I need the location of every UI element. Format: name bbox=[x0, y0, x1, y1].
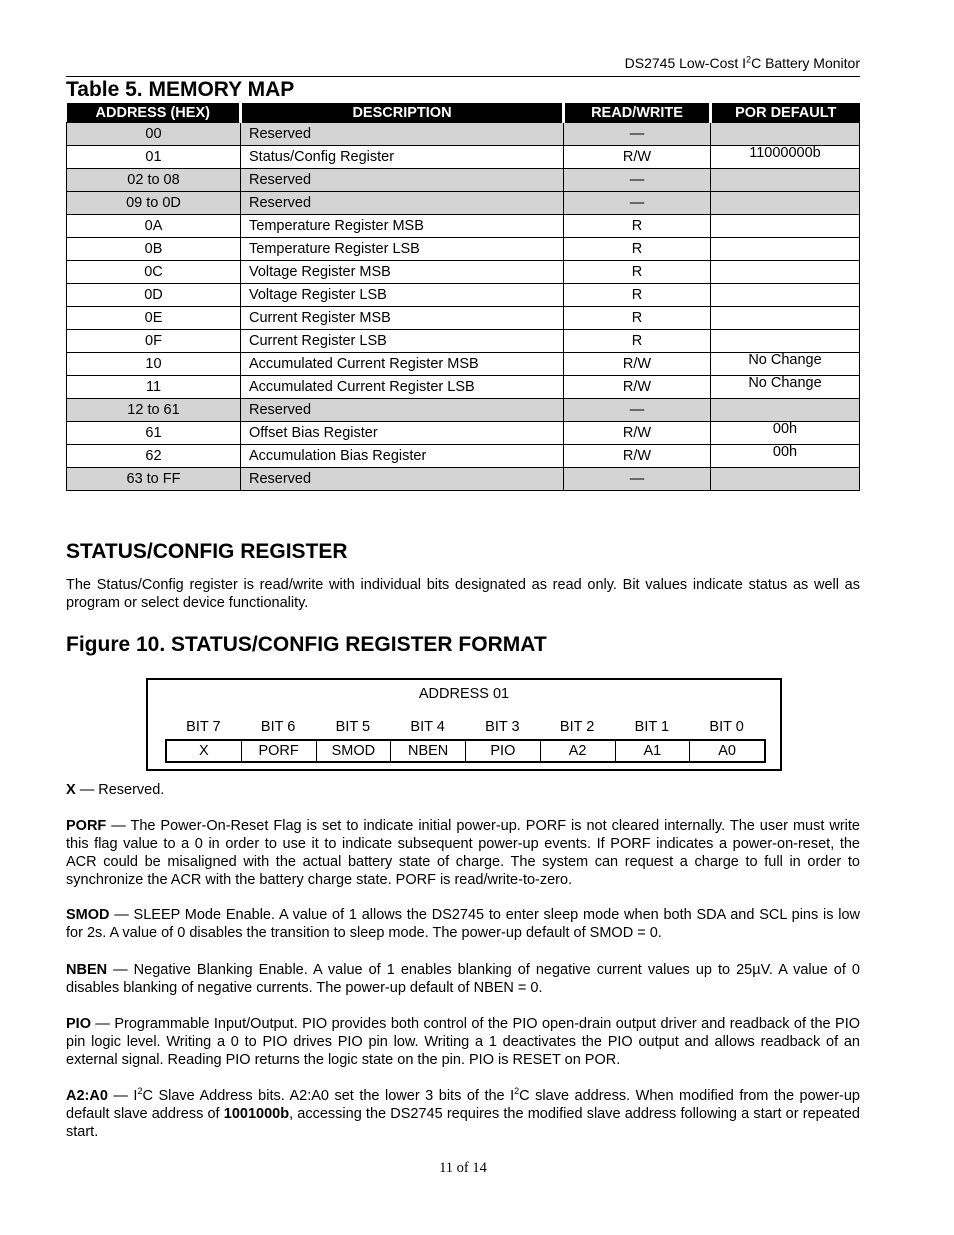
bit-number-label: BIT 4 bbox=[410, 719, 445, 735]
cell-read-write: R/W bbox=[564, 445, 711, 468]
cell-read-write: R bbox=[564, 215, 711, 238]
table-row bbox=[67, 261, 860, 284]
column-header-description: DESCRIPTION bbox=[241, 103, 564, 123]
table-header-row bbox=[67, 103, 860, 123]
cell-por-default bbox=[711, 468, 860, 491]
cell-read-write: R/W bbox=[564, 353, 711, 376]
cell-description: Reserved bbox=[241, 169, 564, 192]
bit-name-cell: NBEN bbox=[390, 741, 465, 761]
bit-number-row bbox=[166, 719, 764, 735]
cell-address: 63 to FF bbox=[67, 468, 241, 491]
table-row bbox=[67, 376, 860, 399]
table-row bbox=[67, 468, 860, 491]
cell-address: 0F bbox=[67, 330, 241, 353]
table-row bbox=[67, 284, 860, 307]
cell-description: Reserved bbox=[241, 192, 564, 215]
table-row bbox=[67, 353, 860, 376]
bit-name-cell: A0 bbox=[689, 741, 764, 761]
cell-description: Temperature Register MSB bbox=[241, 215, 564, 238]
memory-map-table bbox=[66, 103, 860, 491]
cell-description: Status/Config Register bbox=[241, 146, 564, 169]
cell-read-write: — bbox=[564, 123, 711, 146]
cell-description: Accumulated Current Register LSB bbox=[241, 376, 564, 399]
bit-name-cell: X bbox=[199, 743, 209, 759]
cell-por-default: 00h bbox=[711, 445, 860, 468]
bit-number-label: BIT 3 bbox=[485, 719, 520, 735]
bit-number-label: BIT 0 bbox=[709, 719, 744, 735]
table-row bbox=[67, 123, 860, 146]
cell-description: Current Register MSB bbox=[241, 307, 564, 330]
cell-description: Accumulation Bias Register bbox=[241, 445, 564, 468]
cell-description: Voltage Register MSB bbox=[241, 261, 564, 284]
header-rule bbox=[66, 76, 860, 77]
bit-number-label: BIT 1 bbox=[634, 719, 670, 735]
cell-address: 0A bbox=[67, 215, 241, 238]
table-title: Table 5. MEMORY MAP bbox=[66, 78, 295, 101]
table-row bbox=[67, 169, 860, 192]
running-header: DS2745 Low-Cost $I^2C$ Battery Monitor bbox=[624, 54, 860, 71]
cell-description: Reserved bbox=[241, 468, 564, 491]
cell-address: 10 bbox=[67, 353, 241, 376]
bit-name-row bbox=[165, 739, 766, 763]
table-row bbox=[67, 445, 860, 468]
cell-read-write: R bbox=[564, 238, 711, 261]
register-format-diagram bbox=[146, 678, 782, 771]
intro-paragraph: The Status/Config register is read/write with individual bits designated as read only. Bit values indicate status as well as program or select device functionality. bbox=[66, 577, 860, 611]
cell-address: 0C bbox=[67, 261, 241, 284]
cell-address: 12 to 61 bbox=[67, 399, 241, 422]
cell-por-default bbox=[711, 238, 860, 261]
table-row bbox=[67, 192, 860, 215]
column-header-read-write: READ/WRITE bbox=[564, 103, 711, 123]
cell-address: 01 bbox=[67, 146, 241, 169]
cell-por-default bbox=[711, 307, 860, 330]
cell-read-write: R bbox=[564, 307, 711, 330]
table-row bbox=[67, 215, 860, 238]
cell-description: Reserved bbox=[241, 399, 564, 422]
page-number: 11 of 14 bbox=[439, 1160, 487, 1176]
cell-read-write: R/W bbox=[564, 422, 711, 445]
cell-read-write: — bbox=[564, 192, 711, 215]
cell-read-write: — bbox=[564, 169, 711, 192]
definition-porf: PORF — The Power-On-Reset Flag is set to indicate initial power-up. PORF is not cleared internally. The user must write this flag value to a 0 in order to use it to indicate subsequent power-up events. If PORF indicates a power-on-reset, the ACR could be misaligned with the actual battery state of charge. The system can request a charge to full in order to synchronize the ACR with the battery charge state. PORF is read/write-to-zero. bbox=[66, 818, 860, 888]
cell-por-default bbox=[711, 169, 860, 192]
table-row bbox=[67, 146, 860, 169]
cell-address: 0D bbox=[67, 284, 241, 307]
bit-name-cell: PIO bbox=[465, 741, 540, 761]
cell-por-default: 00h bbox=[711, 422, 860, 445]
cell-read-write: — bbox=[564, 399, 711, 422]
definition-a2a0: A2:A0 — $I^2C$ Slave Address bits. A2:A0 set the lower 3 bits of the $I^2C$ slave address. When modified from the power-up default slave address of 1001000b, accessing the DS2745 requires the modified slave address following a start or repeated start. bbox=[66, 1086, 861, 1140]
cell-por-default bbox=[711, 192, 860, 215]
cell-address: 62 bbox=[67, 445, 241, 468]
bit-name-cell: A2 bbox=[540, 741, 615, 761]
bit-number-label: BIT 2 bbox=[559, 719, 595, 735]
cell-address: 0B bbox=[67, 238, 241, 261]
cell-address: 02 to 08 bbox=[67, 169, 241, 192]
table-row bbox=[67, 422, 860, 445]
cell-description: Reserved bbox=[241, 123, 564, 146]
cell-read-write: R/W bbox=[564, 376, 711, 399]
cell-por-default bbox=[711, 330, 860, 353]
cell-address: 61 bbox=[67, 422, 241, 445]
cell-read-write: — bbox=[564, 468, 711, 491]
cell-por-default: No Change bbox=[711, 353, 860, 376]
column-header-address: ADDRESS (HEX) bbox=[67, 103, 241, 123]
definition-x: X — Reserved. bbox=[66, 782, 165, 798]
cell-por-default: 11000000b bbox=[711, 146, 860, 169]
cell-description: Accumulated Current Register MSB bbox=[241, 353, 564, 376]
cell-read-write: R/W bbox=[564, 146, 711, 169]
bit-number-label: BIT 6 bbox=[260, 719, 296, 735]
register-address-label: ADDRESS 01 bbox=[418, 686, 510, 702]
cell-address: 11 bbox=[67, 376, 241, 399]
cell-por-default bbox=[711, 284, 860, 307]
bit-number-label: BIT 7 bbox=[186, 719, 221, 735]
bit-number-label: BIT 5 bbox=[335, 719, 371, 735]
cell-por-default bbox=[711, 215, 860, 238]
cell-description: Offset Bias Register bbox=[241, 422, 564, 445]
column-header-por-default: POR DEFAULT bbox=[711, 103, 860, 123]
bit-name-cell: SMOD bbox=[316, 741, 391, 761]
cell-description: Current Register LSB bbox=[241, 330, 564, 353]
section-heading: STATUS/CONFIG REGISTER bbox=[66, 540, 348, 563]
cell-por-default bbox=[711, 261, 860, 284]
bit-name-cell: A1 bbox=[615, 741, 690, 761]
cell-address: 09 to 0D bbox=[67, 192, 241, 215]
memory-map-body bbox=[67, 123, 860, 491]
table-row bbox=[67, 238, 860, 261]
figure-title: Figure 10. STATUS/CONFIG REGISTER FORMAT bbox=[66, 633, 547, 656]
cell-read-write: R bbox=[564, 284, 711, 307]
bit-name-cell: PORF bbox=[241, 741, 316, 761]
cell-address: 0E bbox=[67, 307, 241, 330]
cell-description: Voltage Register LSB bbox=[241, 284, 564, 307]
table-row bbox=[67, 307, 860, 330]
table-row bbox=[67, 330, 860, 353]
cell-description: Temperature Register LSB bbox=[241, 238, 564, 261]
cell-address: 00 bbox=[67, 123, 241, 146]
definition-pio: PIO — Programmable Input/Output. PIO provides both control of the PIO open-drain output driver and readback of the PIO pin logic level. Writing a 0 to PIO drives PIO pin low. Writing a 1 deactivates the PIO output and allows readback of an external signal. Reading PIO returns the logic state on the pin. PIO is RESET on POR. bbox=[66, 1016, 860, 1068]
cell-por-default bbox=[711, 123, 860, 146]
definition-nben: NBEN — Negative Blanking Enable. A value of 1 enables blanking of negative current values up to 25µV. A value of 0 disables blanking of negative currents. The power-up default of NBEN = 0. bbox=[66, 962, 860, 996]
cell-por-default bbox=[711, 399, 860, 422]
table-row bbox=[67, 399, 860, 422]
cell-read-write: R bbox=[564, 330, 711, 353]
cell-por-default: No Change bbox=[711, 376, 860, 399]
cell-read-write: R bbox=[564, 261, 711, 284]
definition-smod: SMOD — SLEEP Mode Enable. A value of 1 allows the DS2745 to enter sleep mode when both SDA and SCL pins is low for 2s. A value of 0 disables the transition to sleep mode. The power-up default of SMOD = 0. bbox=[66, 907, 860, 941]
